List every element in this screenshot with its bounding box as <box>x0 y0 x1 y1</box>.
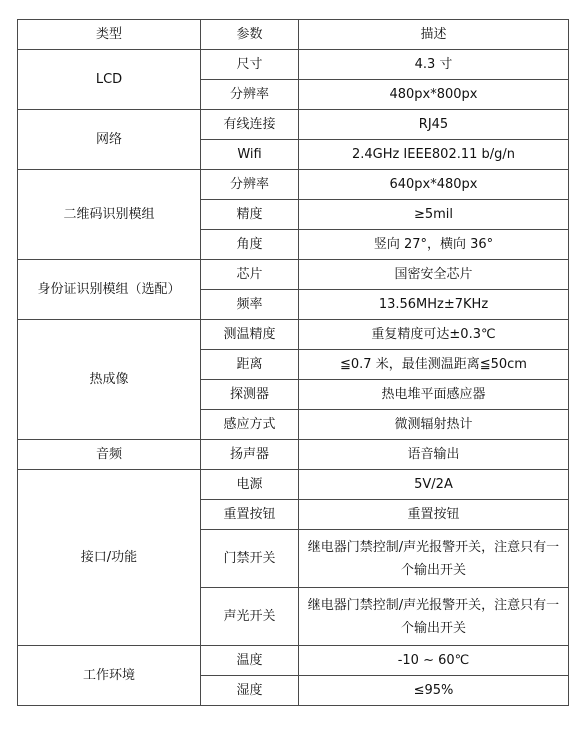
desc-cell: ≤95% <box>299 676 569 706</box>
table-row <box>18 260 569 290</box>
param-cell: 角度 <box>201 230 299 260</box>
header-type: 类型 <box>18 20 201 50</box>
type-cell: 音频 <box>18 440 201 470</box>
desc-cell: ≦0.7 米，最佳测温距离≦50cm <box>299 350 569 380</box>
table-row <box>18 440 569 470</box>
type-cell: 网络 <box>18 110 201 170</box>
param-cell: 重置按钮 <box>201 500 299 530</box>
header-desc: 描述 <box>299 20 569 50</box>
desc-cell: RJ45 <box>299 110 569 140</box>
desc-cell: 国密安全芯片 <box>299 260 569 290</box>
type-cell: 身份证识别模组（选配） <box>18 260 201 320</box>
param-cell: 有线连接 <box>201 110 299 140</box>
param-cell: 探测器 <box>201 380 299 410</box>
table-row <box>18 646 569 676</box>
param-cell: 精度 <box>201 200 299 230</box>
type-cell: 接口/功能 <box>18 470 201 646</box>
param-cell: 声光开关 <box>201 588 299 646</box>
param-cell: 分辨率 <box>201 80 299 110</box>
desc-cell: 竖向 27°，横向 36° <box>299 230 569 260</box>
param-cell: 距离 <box>201 350 299 380</box>
table-header-row <box>18 20 569 50</box>
desc-cell: 13.56MHz±7KHz <box>299 290 569 320</box>
type-cell: 热成像 <box>18 320 201 440</box>
desc-cell: ≥5mil <box>299 200 569 230</box>
param-cell: 温度 <box>201 646 299 676</box>
table-row <box>18 110 569 140</box>
desc-cell: 语音输出 <box>299 440 569 470</box>
type-cell: LCD <box>18 50 201 110</box>
desc-cell: 5V/2A <box>299 470 569 500</box>
param-cell: Wifi <box>201 140 299 170</box>
param-cell: 芯片 <box>201 260 299 290</box>
desc-cell: 640px*480px <box>299 170 569 200</box>
param-cell: 分辨率 <box>201 170 299 200</box>
param-cell: 湿度 <box>201 676 299 706</box>
desc-cell: 2.4GHz IEEE802.11 b/g/n <box>299 140 569 170</box>
desc-cell: 继电器门禁控制/声光报警开关，注意只有一个输出开关 <box>299 530 569 588</box>
param-cell: 频率 <box>201 290 299 320</box>
type-cell: 二维码识别模组 <box>18 170 201 260</box>
param-cell: 尺寸 <box>201 50 299 80</box>
param-cell: 测温精度 <box>201 320 299 350</box>
spec-table <box>17 19 569 706</box>
desc-cell: 重置按钮 <box>299 500 569 530</box>
param-cell: 感应方式 <box>201 410 299 440</box>
type-cell: 工作环境 <box>18 646 201 706</box>
table-row <box>18 170 569 200</box>
table-row <box>18 50 569 80</box>
table-row <box>18 470 569 500</box>
desc-cell: -10 ~ 60℃ <box>299 646 569 676</box>
param-cell: 门禁开关 <box>201 530 299 588</box>
param-cell: 扬声器 <box>201 440 299 470</box>
desc-cell: 480px*800px <box>299 80 569 110</box>
desc-cell: 微测辐射热计 <box>299 410 569 440</box>
table-row <box>18 320 569 350</box>
header-param: 参数 <box>201 20 299 50</box>
desc-cell: 继电器门禁控制/声光报警开关，注意只有一个输出开关 <box>299 588 569 646</box>
desc-cell: 热电堆平面感应器 <box>299 380 569 410</box>
param-cell: 电源 <box>201 470 299 500</box>
desc-cell: 重复精度可达±0.3℃ <box>299 320 569 350</box>
desc-cell: 4.3 寸 <box>299 50 569 80</box>
